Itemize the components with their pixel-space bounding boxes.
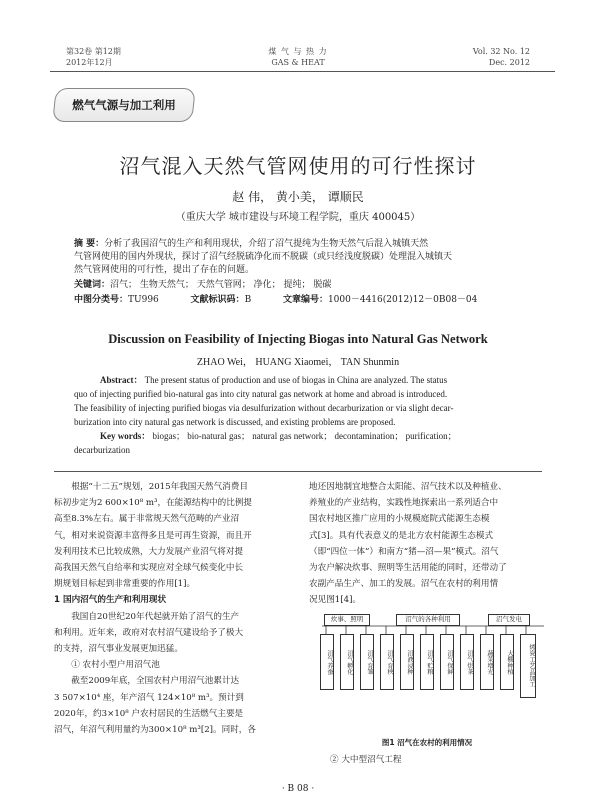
doc-code: B — [244, 295, 252, 305]
subsection-heading-2: ② 大中型沼气工程 — [330, 755, 402, 765]
paragraph-line: 3 507×10⁴ 座，年产沼气 124×10⁸ m³。预计到 — [54, 692, 244, 703]
right-column — [309, 479, 545, 609]
authors-cn: 赵 伟， 黄小美， 谭顺民 — [232, 190, 364, 204]
section-heading: 1 国内沼气的生产和利用现状 — [54, 595, 167, 606]
paragraph-line: 况见图1[4]。 — [309, 595, 362, 606]
section-banner — [52, 88, 196, 122]
abstract-cn-label: 摘 要： — [74, 239, 105, 249]
figure-box-use: 大棚种植 — [500, 634, 514, 690]
figure-box-power-generation: 沼气发电 — [488, 614, 530, 626]
paragraph-line: 的支持，沼气事业发展更加迅猛。 — [54, 644, 183, 655]
page-number: · B 08 · — [281, 784, 315, 794]
paragraph-line: 养殖业的产业结构，实践性地探索出一系列适合中 — [309, 498, 499, 509]
abstract-en-line: burization into city natural gas network is discussed, and existing problems are proposed. — [74, 417, 396, 427]
figure-box-use: 蔬菜增光 — [480, 634, 494, 690]
paragraph-line: 为农户解决炊事、照明等生活用能的同时，还带动了 — [309, 563, 507, 574]
figure-box-use: 沼气养蚕 — [320, 634, 334, 690]
affiliation-cn: （重庆大学 城市建设与环境工程学院，重庆 400045） — [175, 212, 421, 223]
figure-box-use: 沼气育雏 — [360, 634, 374, 690]
keywords-en: biogas； bio-natural gas； natural gas network； decontamination； purification； — [152, 431, 457, 441]
abstract-en-label: Abstract： — [100, 375, 143, 385]
keywords-cn-label: 关键词： — [74, 280, 111, 290]
paragraph-line: 标初步定为2 600×10⁸ m³，在能源结构中的比例提 — [54, 498, 253, 509]
volume-cn: 第32卷 第12期 — [66, 47, 121, 56]
abstract-en-line: quo of injecting purified bio-natural gas into city natural gas network at home and abroad is introduced. — [74, 389, 448, 399]
figure-box-use: 沼气保鲜 — [440, 634, 454, 690]
paragraph-line: 2020年，约3×10⁸ 户农村居民的生活燃气主要是 — [54, 708, 244, 719]
clc-code: TU996 — [128, 295, 159, 305]
paragraph-line: 式[3]。具有代表意义的是北方农村能源生态模式 — [309, 530, 494, 541]
abstract-cn-line: 然气管网使用的可行性，提出了存在的问题。 — [74, 265, 255, 275]
figure-box-use: 沼液浸种 — [400, 634, 414, 690]
header-rule — [50, 71, 555, 72]
paragraph-line: 发利用技术已比较成熟，大力发展产业沼气将对提 — [54, 546, 244, 557]
paragraph-line: （即“四位一体”）和南方“猪—沼—果”模式。沼气 — [309, 546, 499, 557]
paragraph-line: 截至2009年底，全国农村户用沼气池累计达 — [71, 676, 240, 687]
paragraph-line: 沼气，年沼气利用量约为300×10⁸ m³[2]。同时，各 — [54, 725, 256, 736]
figure-box-biogas-uses: 沼气的各种利用 — [396, 614, 460, 626]
section-banner-label: 燃气气源与加工利用 — [72, 98, 176, 112]
paragraph-line: 国农村地区推广应用的小规模庭院式能源生态模 — [309, 514, 490, 525]
paragraph-line: 和利用。近年来，政府对农村沼气建设给予了极大 — [54, 627, 244, 638]
abstract-en-line: The feasibility of injecting purified biogas via desulfurization without decarburization or via slight decar- — [74, 403, 454, 413]
abstract-en — [74, 373, 536, 457]
abstract-rule — [54, 471, 542, 472]
keywords-en-cont: decarburization — [74, 445, 130, 455]
keywords-cn: 沼气； 生物天然气； 天然气管网； 净化； 提纯； 脱碳 — [110, 280, 332, 290]
journal-name-en: GAS & HEAT — [271, 58, 325, 67]
figure-box-use: 烤瓷工艺品加工 — [520, 634, 536, 698]
figure-box-use: 沼气育秧 — [380, 634, 394, 690]
figure-box-use: 沼气贮粮 — [420, 634, 434, 690]
figure-box-cooking-lighting: 炊事、照明 — [324, 614, 370, 626]
paragraph-line: 期规划目标起到非常重要的作用[1]。 — [54, 579, 196, 590]
abstract-cn — [74, 238, 534, 307]
paragraph-line: 地还因地制宜地整合太阳能、沼气技术以及种植业、 — [309, 482, 507, 492]
figure-box-use: 沼气烘茶 — [460, 634, 474, 690]
paragraph-line: 我国自20世纪20年代起就开始了沼气的生产 — [71, 611, 240, 622]
figure-1-diagram — [318, 612, 550, 717]
left-column — [54, 479, 292, 738]
doc-code-label: 文献标识码： — [190, 295, 245, 305]
volume-en: Vol. 32 No. 12 — [472, 47, 530, 56]
keywords-en-label: Key words： — [100, 431, 151, 441]
date-en: Dec. 2012 — [488, 58, 530, 67]
paragraph-line: 农副产品生产、加工的发展。沼气在农村的利用情 — [309, 579, 499, 590]
paragraph-line: 高至8.3%左右。属于非常规天然气范畴的产业沼 — [54, 514, 240, 525]
article-id: 1000－4416(2012)12－0B08－04 — [327, 295, 478, 305]
classification-line — [74, 294, 534, 307]
abstract-en-line: The present status of production and use of biogas in China are analyzed. The status — [144, 375, 448, 385]
subsection-heading: ① 农村小型户用沼气池 — [71, 660, 160, 671]
figure-box-use: 沼气孵化 — [340, 634, 354, 690]
authors-en: ZHAO Wei， HUANG Xiaomei， TAN Shunmin — [196, 357, 400, 368]
article-title-en: Discussion on Feasibility of Injecting Biogas into Natural Gas Network — [108, 332, 488, 346]
paragraph-line: 气，相对来说资源丰富得多且是可再生资源，而且开 — [54, 530, 252, 541]
figure-1-caption: 图1 沼气在农村的利用情况 — [381, 738, 473, 747]
abstract-cn-line: 分析了我国沼气的生产和利用现状，介绍了沼气提纯为生物天然气后混入城镇天然 — [104, 239, 429, 249]
clc-label: 中图分类号： — [74, 295, 129, 305]
paragraph-line: 根据“十二五”规划，2015年我国天然气消费目 — [71, 482, 248, 492]
article-id-label: 文章编号： — [282, 295, 328, 305]
date-cn: 2012年12月 — [66, 58, 113, 67]
article-title-cn: 沼气混入天然气管网使用的可行性探讨 — [119, 154, 477, 178]
abstract-cn-line: 气管网使用的国内外现状，探讨了沼气经脱硫净化而不脱碳（或只经浅度脱碳）处理混入城镇天 — [74, 252, 453, 262]
paragraph-line: 高我国天然气自给率和实现应对全球气候变化中长 — [54, 563, 244, 574]
journal-name-cn: 煤 气 与 热 力 — [268, 47, 328, 56]
